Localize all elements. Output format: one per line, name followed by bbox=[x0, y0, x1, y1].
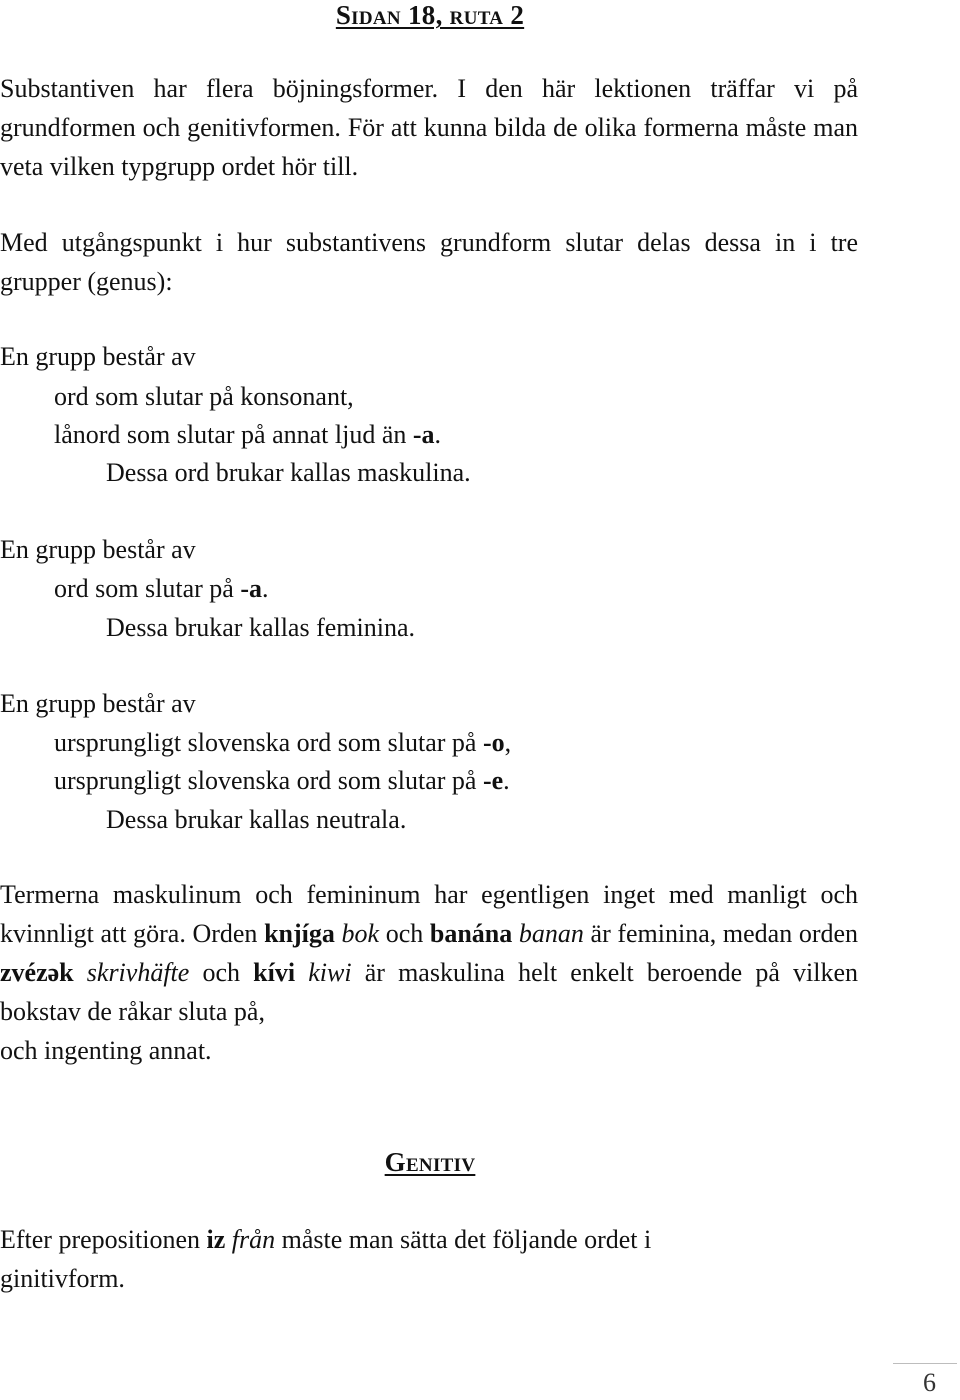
group-rule: ord som slutar på konsonant, bbox=[54, 382, 354, 411]
intro-paragraph-text: Substantiven har flera böjningsformer. I den här lektionen träffar vi på grundformen och genitivformen. För att kunna bilda de olika formerna måste man veta vilken typgrupp ordet hör till. bbox=[0, 74, 858, 181]
translation: bok bbox=[341, 919, 380, 948]
group-intro: En grupp består av bbox=[0, 342, 196, 371]
group-intro: En grupp består av bbox=[0, 689, 196, 718]
ending-marker: -e bbox=[482, 766, 504, 795]
ending-marker: -a bbox=[412, 420, 435, 449]
example-word: iz bbox=[206, 1225, 226, 1254]
genus-intro-text: Med utgångspunkt i hur substantivens grundform slutar delas dessa in i tre grupper (genus): bbox=[0, 228, 858, 296]
group-name: Dessa ord brukar kallas maskulina. bbox=[106, 458, 471, 487]
group-intro: En grupp består av bbox=[0, 535, 196, 564]
group-rule: ord som slutar på -a. bbox=[54, 574, 269, 603]
group-rule: lånord som slutar på annat ljud än -a. bbox=[54, 420, 442, 449]
genus-intro-paragraph bbox=[0, 223, 858, 301]
page-number-rule bbox=[893, 1363, 957, 1364]
translation: banan bbox=[518, 919, 584, 948]
section-heading: Sidan 18, ruta 2 bbox=[335, 0, 525, 30]
genitiv-paragraph: Efter prepositionen iz från måste man sätta det följande ordet i ginitivform. bbox=[0, 1220, 858, 1298]
intro-paragraph bbox=[0, 69, 858, 186]
example-word: kívi bbox=[253, 958, 296, 987]
group-rule: ursprungligt slovenska ord som slutar på -o, bbox=[54, 728, 512, 757]
terms-paragraph-last-line: och ingenting annat. bbox=[0, 1036, 212, 1065]
group-name: Dessa brukar kallas neutrala. bbox=[106, 805, 407, 834]
translation: från bbox=[231, 1225, 276, 1254]
example-word: banána bbox=[429, 919, 513, 948]
ending-marker: -o bbox=[482, 728, 505, 757]
ending-marker: -a bbox=[240, 574, 262, 603]
terms-paragraph: Termerna maskulinum och femininum har egentligen inget med manligt och kvinnligt att göra. Orden knjíga bok och banána banan är feminina, medan orden zvézək skrivhäfte och kívi kiwi är maskulina helt enkelt beroende på vilken bokstav de råkar sluta på, och ingenting annat. bbox=[0, 875, 858, 1070]
group-name: Dessa brukar kallas feminina. bbox=[106, 613, 416, 642]
genitiv-paragraph-last-line: ginitivform. bbox=[0, 1264, 125, 1293]
translation: kiwi bbox=[308, 958, 352, 987]
group-rule: ursprungligt slovenska ord som slutar på -e. bbox=[54, 766, 510, 795]
example-word: knjíga bbox=[264, 919, 335, 948]
page-number: 6 bbox=[923, 1368, 936, 1397]
genitiv-heading: Genitiv bbox=[384, 1147, 476, 1177]
translation: skrivhäfte bbox=[86, 958, 190, 987]
example-word: zvézək bbox=[0, 958, 74, 987]
